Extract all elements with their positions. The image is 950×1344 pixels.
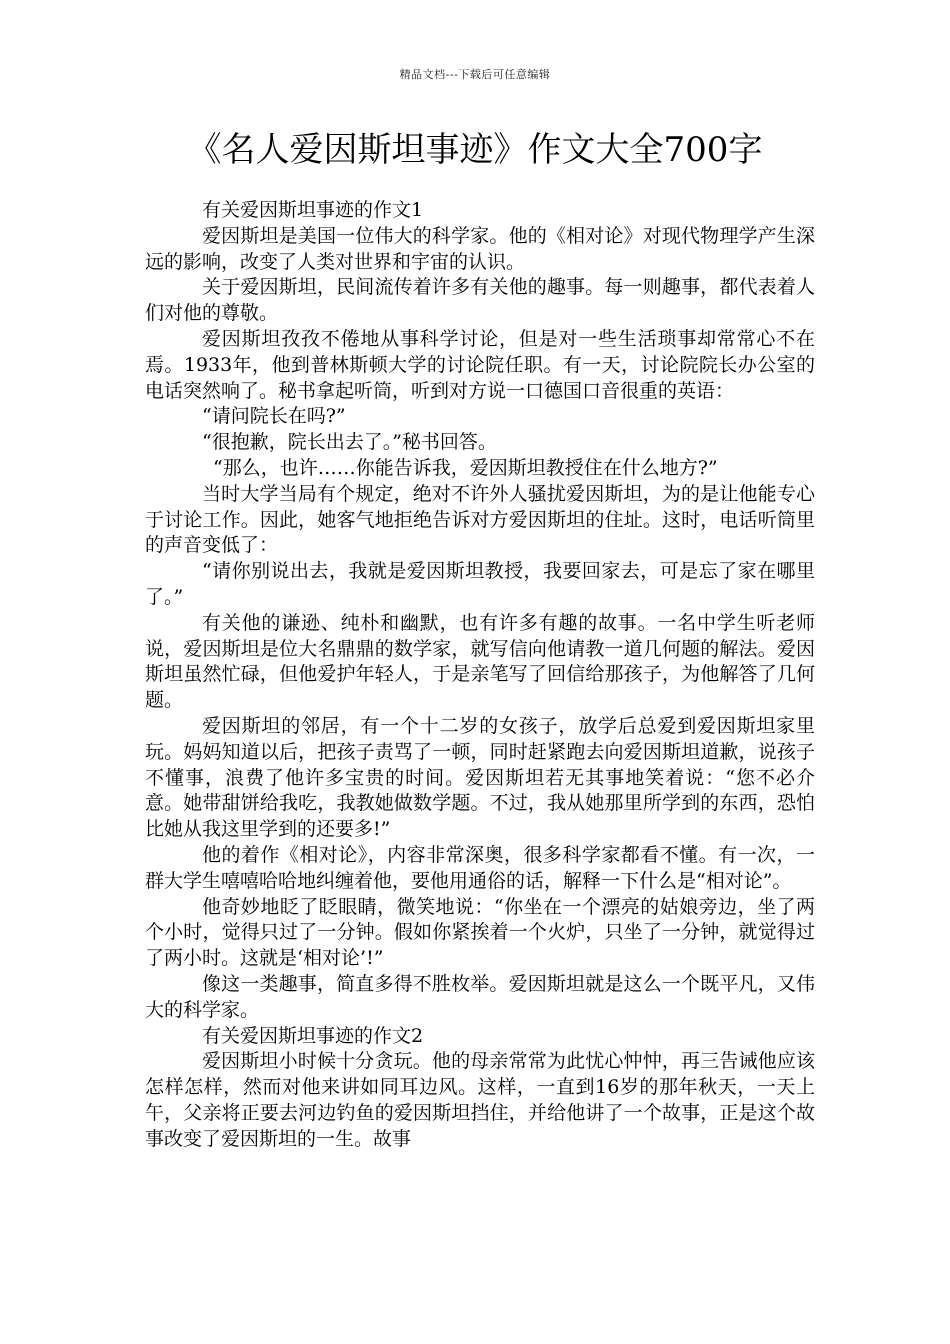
- document-title: 《名人爱因斯坦事迹》作文大全700字: [187, 130, 763, 170]
- dialogue-line: “请你别说出去，我就是爱因斯坦教授，我要回家去，可是忘了家在哪里了。”: [145, 560, 815, 608]
- document-body: [145, 198, 815, 1152]
- paragraph: 他奇妙地眨了眨眼睛，微笑地说：“你坐在一个漂亮的姑娘旁边，坐了两个小时，觉得只过了一分钟。假如你紧挨着一个火炉，只坐了一分钟，就觉得过了两小时。这就是‘相对论’!”: [145, 895, 815, 970]
- section-heading-2: 有关爱因斯坦事迹的作文2: [202, 1024, 424, 1047]
- paragraph: 爱因斯坦的邻居，有一个十二岁的女孩子，放学后总爱到爱因斯坦家里玩。妈妈知道以后，把孩子责骂了一顿，同时赶紧跑去向爱因斯坦道歉，说孩子不懂事，浪费了他许多宝贵的时间。爱因斯坦若无其事地笑着说：“您不必介意。她带甜饼给我吃，我教她做数学题。不过，我从她那里所学到的东西，恐怕比她从我这里学到的还要多!”: [145, 714, 815, 841]
- paragraph: 当时大学当局有个规定，绝对不许外人骚扰爱因斯坦，为的是让他能专心于讨论工作。因此，她客气地拒绝告诉对方爱因斯坦的住址。这时，电话听筒里的声音变低了：: [145, 482, 815, 557]
- paragraph: 爱因斯坦孜孜不倦地从事科学讨论，但是对一些生活琐事却常常心不在焉。1933年，他到普林斯顿大学的讨论院任职。有一天，讨论院院长办公室的电话突然响了。秘书拿起听筒，听到对方说一口德国口音很重的英语：: [145, 327, 815, 402]
- dialogue-line: “请问院长在吗?”: [202, 405, 346, 428]
- paragraph: 像这一类趣事，简直多得不胜枚举。爱因斯坦就是这么一个既平凡，又伟大的科学家。: [145, 972, 815, 1021]
- paragraph: 有关他的谦逊、纯朴和幽默，也有许多有趣的故事。一名中学生听老师说，爱因斯坦是位大名鼎鼎的数学家，就写信向他请教一道几何题的解法。爱因斯坦虽然忙碌，但他爱护年轻人，于是亲笔写了回信给那孩子，为他解答了几何题。: [145, 611, 815, 712]
- paragraph: 爱因斯坦小时候十分贪玩。他的母亲常常为此忧心忡忡，再三告诫他应该怎样怎样，然而对他来讲如同耳边风。这样，一直到16岁的那年秋天，一天上午，父亲将正要去河边钓鱼的爱因斯坦挡住，并给他讲了一个故事，正是这个故事改变了爱因斯坦的一生。故事: [145, 1050, 815, 1150]
- section-heading-1: 有关爱因斯坦事迹的作文1: [202, 199, 424, 221]
- paragraph: 爱因斯坦是美国一位伟大的科学家。他的《相对论》对现代物理学产生深远的影响，改变了人类对世界和宇宙的认识。: [145, 224, 815, 273]
- page-header: 精品文档---下载后可任意编辑: [399, 68, 551, 81]
- dialogue-line: “那么，也许……你能告诉我，爱因斯坦教授住在什么地方?”: [213, 456, 718, 479]
- paragraph: 他的着作《相对论》，内容非常深奥，很多科学家都看不懂。有一次，一群大学生嘻嘻哈哈地纠缠着他，要他用通俗的话，解释一下什么是“相对论”。: [145, 843, 815, 892]
- paragraph: 关于爱因斯坦，民间流传着许多有关他的趣事。每一则趣事，都代表着人们对他的尊敬。: [145, 276, 815, 325]
- dialogue-line: “很抱歉，院长出去了。”秘书回答。: [202, 431, 497, 454]
